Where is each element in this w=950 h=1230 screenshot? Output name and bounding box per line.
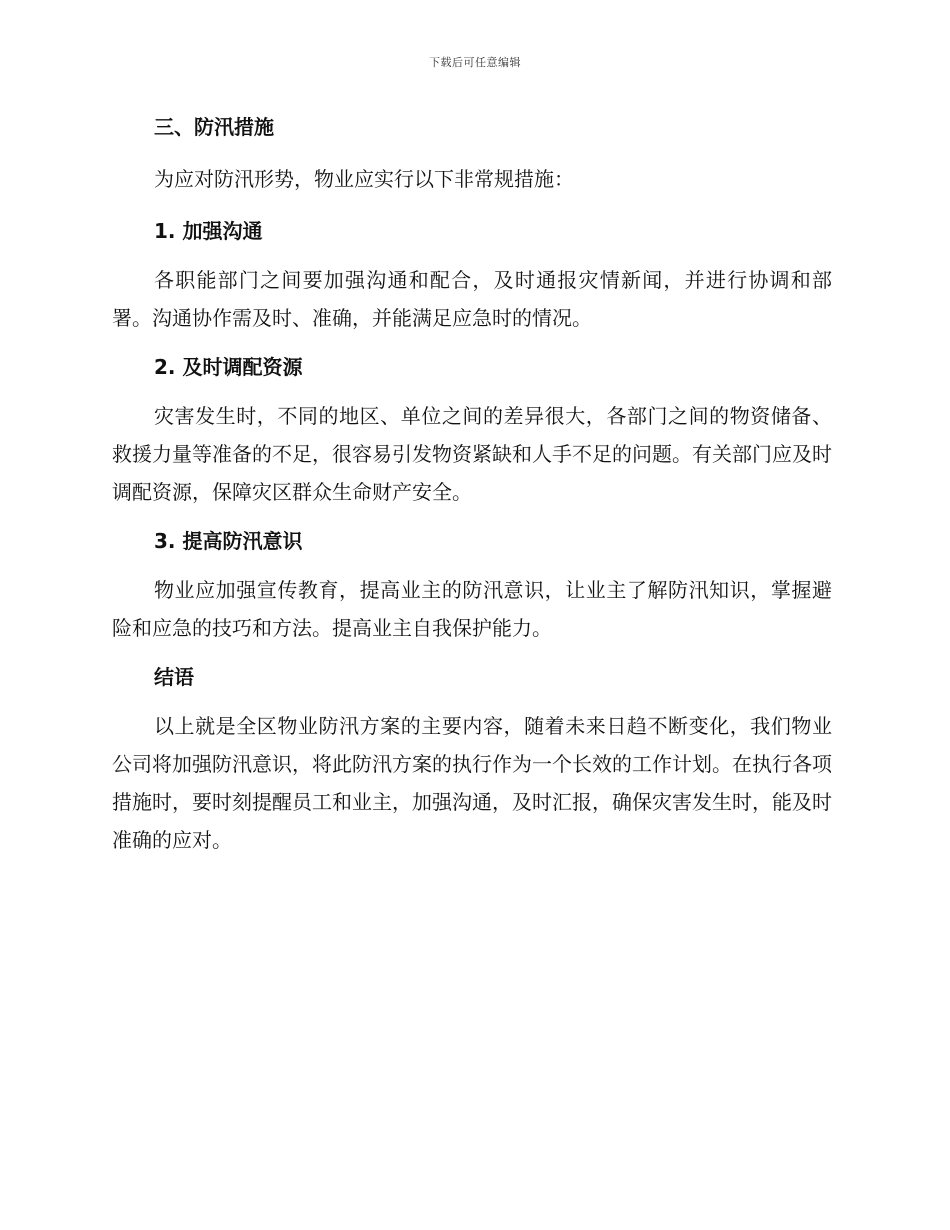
header-note: 下载后可任意编辑 bbox=[429, 56, 521, 69]
measure-paragraph-awareness: 物业应加强宣传教育，提高业主的防汛意识，让业主了解防汛知识，掌握避险和应急的技巧和方法。提高业主自我保护能力。 bbox=[112, 578, 832, 640]
section-intro-paragraph: 为应对防汛形势，物业应实行以下非常规措施： bbox=[154, 167, 574, 191]
measure-heading-awareness: 3. 提高防汛意识 bbox=[154, 529, 303, 553]
measure-heading-resources: 2. 及时调配资源 bbox=[154, 355, 303, 379]
measure-paragraph-communication: 各职能部门之间要加强沟通和配合，及时通报灾情新闻，并进行协调和部署。沟通协作需及时、准确，并能满足应急时的情况。 bbox=[112, 268, 832, 330]
measure-heading-communication: 1. 加强沟通 bbox=[154, 219, 263, 243]
section-heading-measures: 三、防汛措施 bbox=[154, 115, 274, 139]
document-body bbox=[112, 108, 832, 859]
conclusion-paragraph: 以上就是全区物业防汛方案的主要内容，随着未来日趋不断变化，我们物业公司将加强防汛意识，将此防汛方案的执行作为一个长效的工作计划。在执行各项措施时，要时刻提醒员工和业主，加强沟通，及时汇报，确保灾害发生时，能及时准确的应对。 bbox=[112, 714, 832, 852]
conclusion-heading: 结语 bbox=[154, 665, 194, 689]
measure-paragraph-resources: 灾害发生时，不同的地区、单位之间的差异很大，各部门之间的物资储备、救援力量等准备的不足，很容易引发物资紧缺和人手不足的问题。有关部门应及时调配资源，保障灾区群众生命财产安全。 bbox=[112, 404, 832, 504]
